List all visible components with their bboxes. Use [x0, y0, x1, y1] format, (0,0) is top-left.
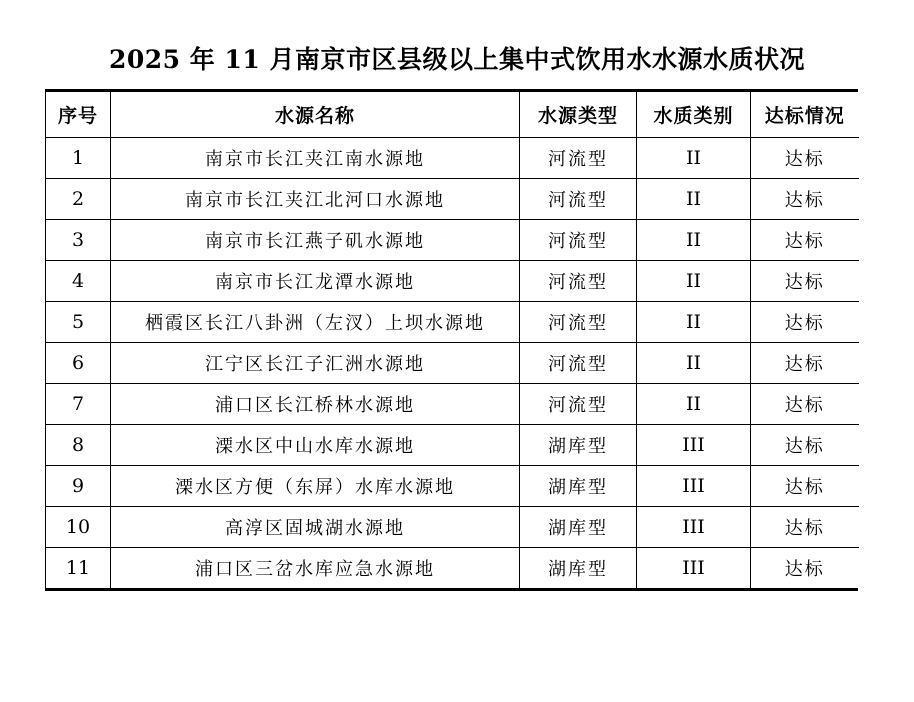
cell-serial: 1: [46, 138, 111, 179]
table-row: [46, 179, 859, 220]
cell-quality-category: II: [637, 384, 751, 425]
table-row: [46, 507, 859, 548]
cell-compliance: 达标: [751, 220, 859, 261]
cell-serial: 8: [46, 425, 111, 466]
cell-serial: 6: [46, 343, 111, 384]
cell-compliance: 达标: [751, 507, 859, 548]
cell-source-name: 江宁区长江子汇洲水源地: [111, 343, 520, 384]
table-row: [46, 425, 859, 466]
table-row: [46, 384, 859, 425]
cell-source-type: 河流型: [520, 179, 637, 220]
cell-quality-category: II: [637, 302, 751, 343]
col-header-quality-category: 水质类别: [637, 92, 751, 138]
cell-source-name: 高淳区固城湖水源地: [111, 507, 520, 548]
water-quality-table: [45, 89, 858, 591]
table-row: [46, 548, 859, 589]
cell-source-name: 溧水区方便（东屏）水库水源地: [111, 466, 520, 507]
cell-source-type: 湖库型: [520, 507, 637, 548]
cell-serial: 5: [46, 302, 111, 343]
cell-source-type: 河流型: [520, 343, 637, 384]
col-header-serial: 序号: [46, 92, 111, 138]
cell-quality-category: III: [637, 548, 751, 589]
table-row: [46, 220, 859, 261]
cell-compliance: 达标: [751, 179, 859, 220]
cell-source-name: 南京市长江龙潭水源地: [111, 261, 520, 302]
table-body: [46, 138, 859, 589]
cell-source-name: 南京市长江夹江北河口水源地: [111, 179, 520, 220]
cell-serial: 10: [46, 507, 111, 548]
cell-source-type: 河流型: [520, 220, 637, 261]
header-row: [46, 92, 859, 138]
table-row: [46, 261, 859, 302]
cell-source-name: 南京市长江燕子矶水源地: [111, 220, 520, 261]
col-header-source-type: 水源类型: [520, 92, 637, 138]
cell-source-type: 河流型: [520, 261, 637, 302]
cell-quality-category: II: [637, 261, 751, 302]
table-row: [46, 466, 859, 507]
page-title: 2025 年 11 月南京市区县级以上集中式饮用水水源水质状况: [109, 45, 805, 74]
cell-serial: 2: [46, 179, 111, 220]
cell-compliance: 达标: [751, 343, 859, 384]
cell-compliance: 达标: [751, 261, 859, 302]
cell-source-type: 河流型: [520, 384, 637, 425]
cell-serial: 7: [46, 384, 111, 425]
cell-quality-category: II: [637, 220, 751, 261]
cell-quality-category: II: [637, 179, 751, 220]
cell-source-type: 湖库型: [520, 466, 637, 507]
cell-source-type: 湖库型: [520, 548, 637, 589]
table-row: [46, 343, 859, 384]
cell-serial: 3: [46, 220, 111, 261]
cell-source-type: 湖库型: [520, 425, 637, 466]
cell-source-name: 溧水区中山水库水源地: [111, 425, 520, 466]
cell-serial: 9: [46, 466, 111, 507]
cell-source-type: 河流型: [520, 138, 637, 179]
col-header-compliance: 达标情况: [751, 92, 859, 138]
col-header-source-name: 水源名称: [111, 92, 520, 138]
table-row: [46, 138, 859, 179]
cell-serial: 11: [46, 548, 111, 589]
cell-compliance: 达标: [751, 466, 859, 507]
cell-quality-category: II: [637, 343, 751, 384]
cell-source-name: 栖霞区长江八卦洲（左汊）上坝水源地: [111, 302, 520, 343]
table-header: [46, 92, 859, 138]
cell-compliance: 达标: [751, 138, 859, 179]
cell-compliance: 达标: [751, 425, 859, 466]
cell-source-type: 河流型: [520, 302, 637, 343]
cell-quality-category: III: [637, 425, 751, 466]
cell-source-name: 浦口区三岔水库应急水源地: [111, 548, 520, 589]
cell-source-name: 南京市长江夹江南水源地: [111, 138, 520, 179]
cell-compliance: 达标: [751, 384, 859, 425]
table-row: [46, 302, 859, 343]
cell-quality-category: III: [637, 466, 751, 507]
cell-quality-category: III: [637, 507, 751, 548]
cell-source-name: 浦口区长江桥林水源地: [111, 384, 520, 425]
cell-quality-category: II: [637, 138, 751, 179]
cell-serial: 4: [46, 261, 111, 302]
cell-compliance: 达标: [784, 559, 825, 580]
cell-compliance: 达标: [751, 302, 859, 343]
